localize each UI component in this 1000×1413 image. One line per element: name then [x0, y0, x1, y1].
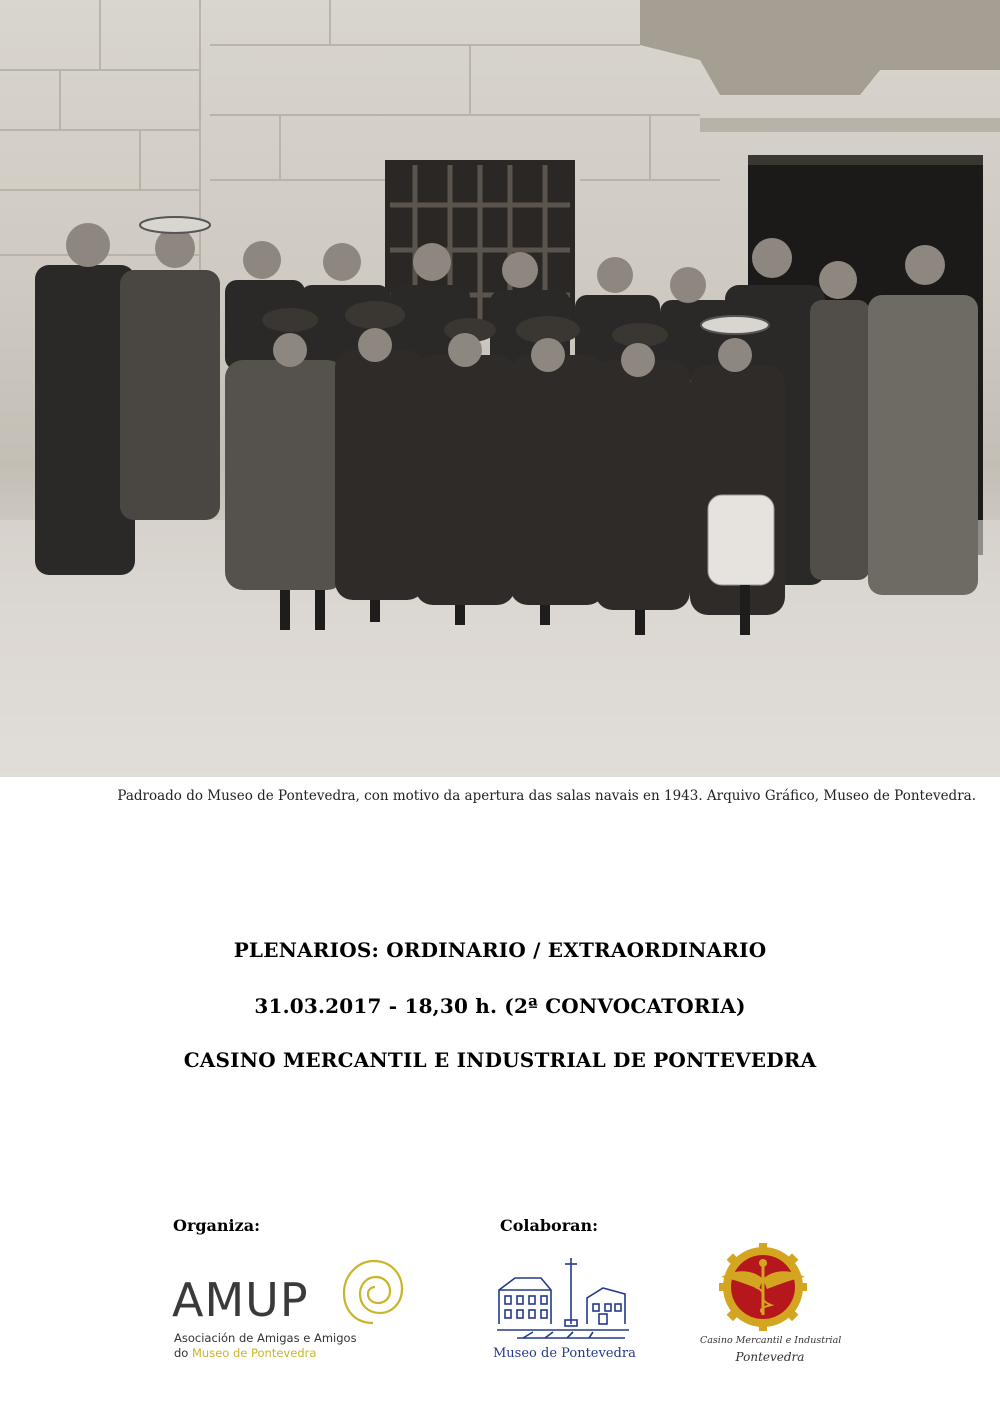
colaboran-label: Colaboran:	[500, 1216, 599, 1235]
amupo-logo	[172, 1255, 412, 1365]
amupo-subtitle-prefix: do	[174, 1346, 192, 1360]
casino-name-line2: Pontevedra	[735, 1350, 805, 1364]
museo-pontevedra-logo	[493, 1252, 636, 1362]
photo-caption: Padroado do Museo de Pontevedra, con motivo da apertura das salas navais en 1943. Arquivo Gráfico, Museo de Pontevedra.	[117, 788, 976, 804]
event-title: PLENARIOS: ORDINARIO / EXTRAORDINARIO	[233, 938, 767, 962]
museo-building-icon	[493, 1252, 633, 1344]
casino-mercantil-logo	[700, 1243, 840, 1368]
amupo-wordmark: AMUP	[172, 1273, 309, 1327]
amupo-spiral-icon	[340, 1257, 406, 1327]
amupo-subtitle-line1: Asociación de Amigas e Amigos	[174, 1331, 357, 1345]
casino-name-line1: Casino Mercantil e Industrial	[700, 1335, 842, 1346]
event-datetime: 31.03.2017 - 18,30 h. (2ª CONVOCATORIA)	[254, 994, 746, 1018]
casino-emblem-icon	[713, 1243, 813, 1333]
amupo-subtitle-line2	[174, 1346, 316, 1360]
event-venue: CASINO MERCANTIL E INDUSTRIAL DE PONTEVEDRA	[183, 1048, 817, 1072]
museo-name: Museo de Pontevedra	[493, 1346, 636, 1361]
organiza-label: Organiza:	[173, 1216, 260, 1235]
amupo-subtitle-highlight: Museo de Pontevedra	[192, 1346, 317, 1360]
